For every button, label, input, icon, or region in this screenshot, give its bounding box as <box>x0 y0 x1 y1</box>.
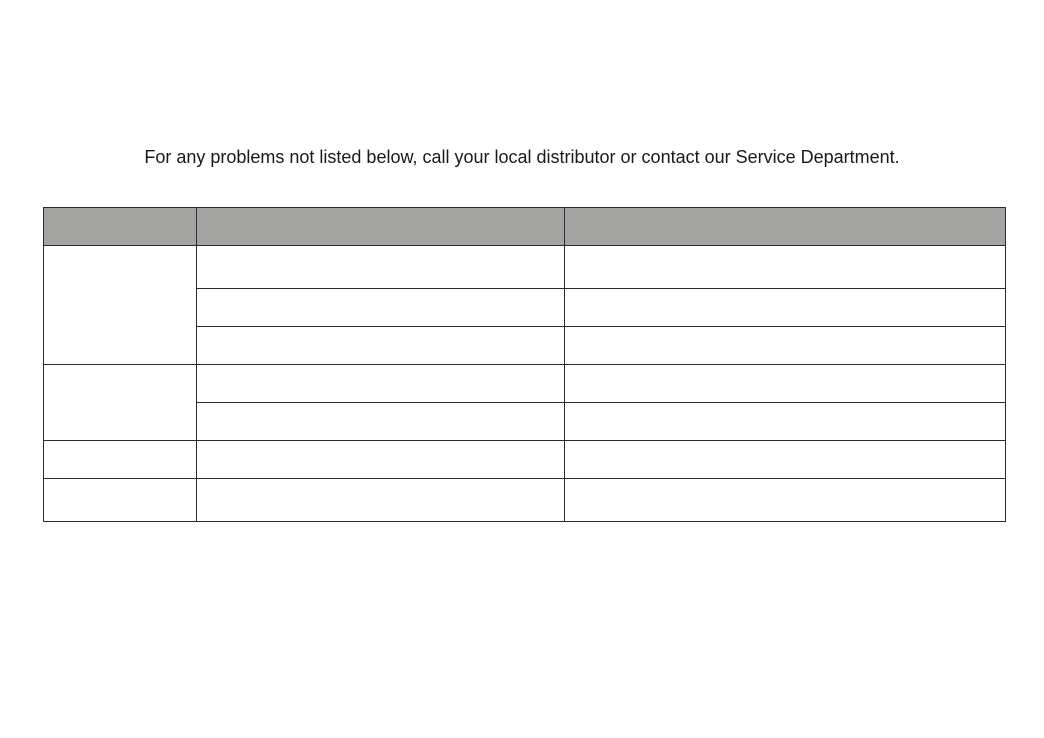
solution-cell <box>565 479 1006 522</box>
problem-cell <box>44 365 197 441</box>
problem-cell <box>44 479 197 522</box>
problem-cell <box>44 441 197 479</box>
header-cause <box>197 208 565 246</box>
cause-cell <box>197 246 565 289</box>
solution-cell <box>565 403 1006 441</box>
solution-cell <box>565 327 1006 365</box>
cause-cell <box>197 365 565 403</box>
problem-cell <box>44 246 197 365</box>
troubleshooting-table <box>43 207 1006 522</box>
solution-cell <box>565 441 1006 479</box>
cause-cell <box>197 327 565 365</box>
cause-cell <box>197 441 565 479</box>
intro-text: For any problems not listed below, call your local distributor or contact our Service Department. <box>144 147 900 167</box>
solution-cell <box>565 289 1006 327</box>
cause-cell <box>197 403 565 441</box>
header-problem <box>44 208 197 246</box>
table-row <box>44 441 1006 479</box>
table-row <box>44 365 1006 403</box>
table-header-row <box>44 208 1006 246</box>
solution-cell <box>565 365 1006 403</box>
header-solution <box>565 208 1006 246</box>
table-row <box>44 246 1006 289</box>
table-row <box>44 479 1006 522</box>
solution-cell <box>565 246 1006 289</box>
cause-cell <box>197 479 565 522</box>
cause-cell <box>197 289 565 327</box>
